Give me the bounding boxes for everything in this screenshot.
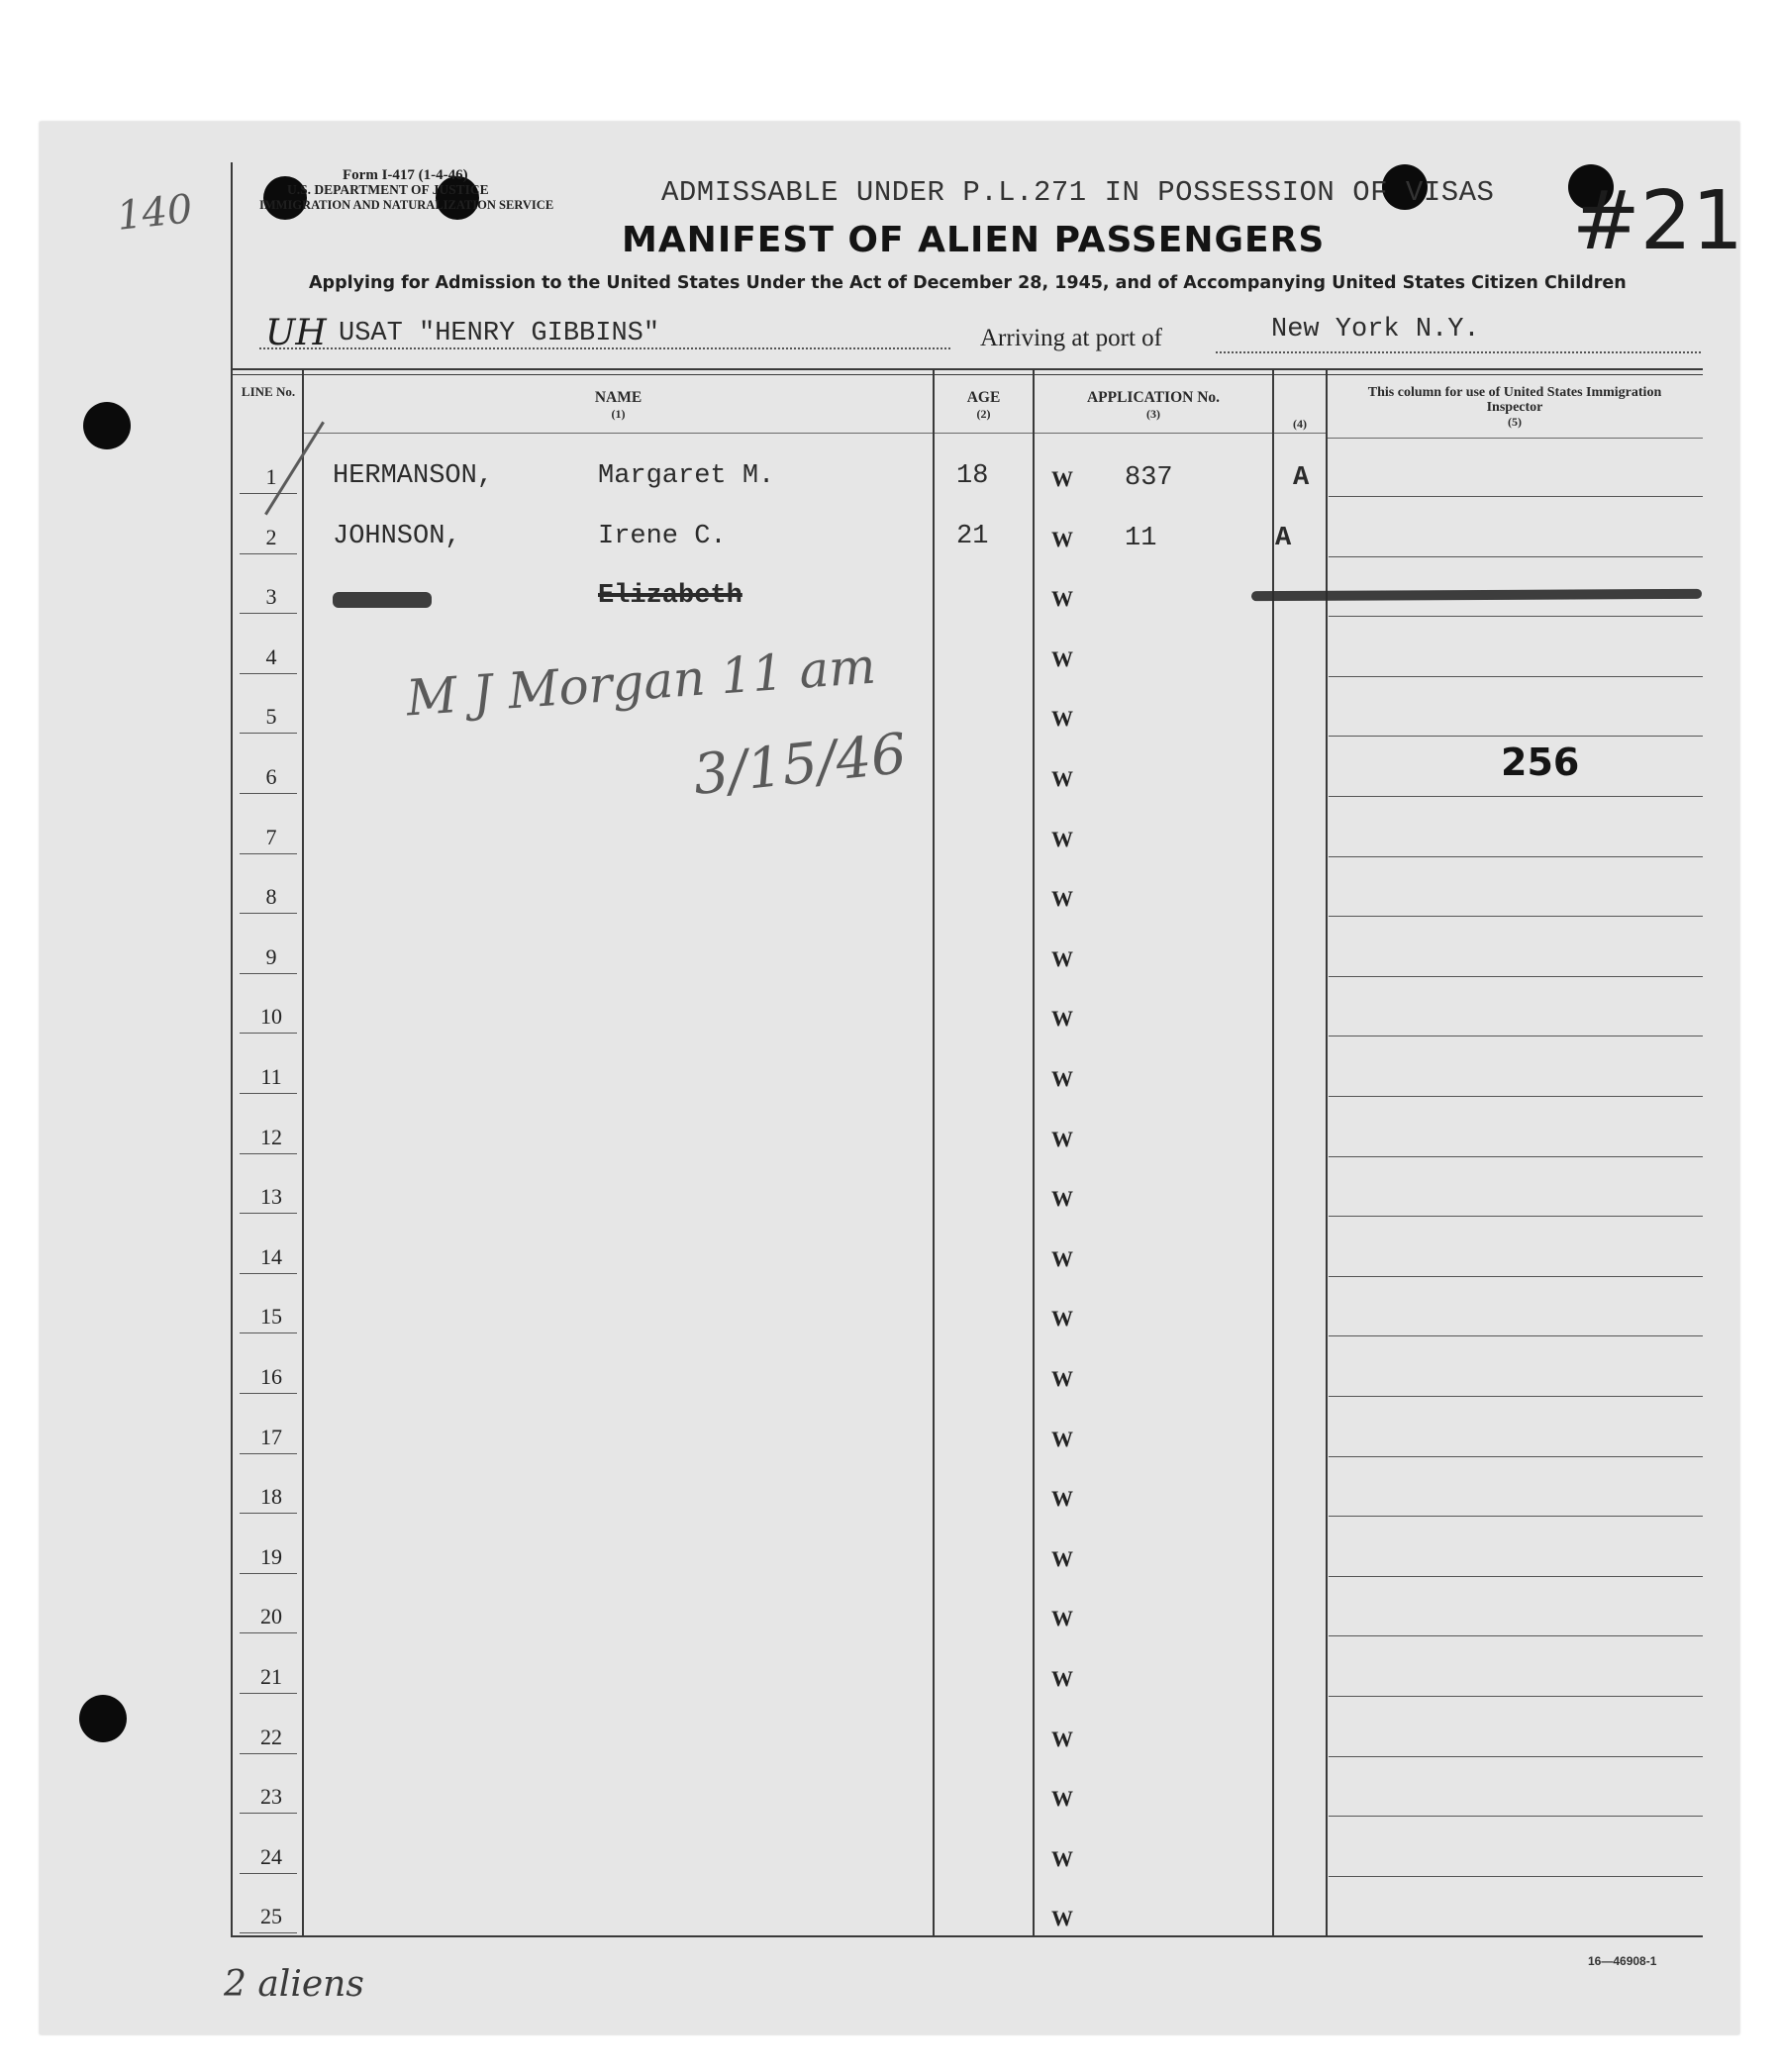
row-application-prefix: W: [1051, 1906, 1073, 1931]
row-application-prefix: W: [1051, 526, 1073, 551]
row-line-rule: [240, 1393, 297, 1394]
row-age: 18: [956, 461, 989, 491]
table-top-line-2: [231, 374, 1703, 375]
row-application-prefix: W: [1051, 945, 1073, 971]
col-header-col4: [1274, 416, 1326, 432]
row-line-number: 5: [265, 704, 277, 730]
col-header-name-label: NAME: [594, 389, 643, 406]
row-line-rule: [240, 1093, 297, 1094]
left-margin-line: [231, 162, 233, 1937]
row-application-prefix: W: [1051, 1306, 1073, 1332]
row-line-number: 3: [265, 584, 277, 610]
row-line-number: 9: [265, 943, 277, 969]
row-line-number: 8: [265, 884, 277, 910]
table-bottom-line: [231, 1935, 1703, 1937]
page-title: MANIFEST OF ALIEN PASSENGERS: [622, 220, 1326, 260]
row-inspector-rule: [1329, 1216, 1703, 1217]
service-line: IMMIGRATION AND NATURALIZATION SERVICE: [259, 198, 554, 212]
row-inspector-rule: [1329, 1335, 1703, 1336]
row-inspector-rule: [1329, 976, 1703, 977]
row-inspector-rule: [1329, 616, 1703, 617]
row-line-rule: [240, 1273, 297, 1274]
row-inspector-rule: [1329, 1816, 1703, 1817]
bottom-left-note: 2 aliens: [224, 1964, 364, 2005]
port-value: New York N.Y.: [1271, 315, 1480, 345]
col-header-col4-num: (4): [1293, 417, 1307, 431]
row-line-number: 10: [260, 1004, 282, 1030]
col-line-after-age: [1033, 368, 1035, 1935]
row-inspector-rule: [1329, 736, 1703, 737]
port-underline: [1216, 351, 1701, 353]
row-inspector-rule: [1329, 1276, 1703, 1277]
row-given-name: Elizabeth: [598, 581, 742, 612]
col-header-inspector-num: (5): [1508, 415, 1522, 429]
col-header-line-label: LINE No.: [241, 384, 296, 399]
row-inspector-rule: [1329, 1696, 1703, 1697]
row-line-number: 25: [260, 1904, 282, 1929]
row-line-rule: [240, 493, 297, 494]
row-line-rule: [240, 1573, 297, 1574]
punch-hole-left-bottom: [79, 1695, 127, 1742]
page-subtitle: Applying for Admission to the United States Under the Act of December 28, 1945, and of Accompanying United States Citizen Children: [309, 273, 1627, 293]
row-inspector-rule: [1329, 1576, 1703, 1577]
row-surname: HERMANSON,: [333, 461, 494, 491]
row-line-rule: [240, 793, 297, 794]
form-number: Form I-417 (1-4-46): [343, 167, 468, 183]
row-line-rule: [240, 1153, 297, 1154]
row-line-rule: [240, 1873, 297, 1874]
row-application-prefix: W: [1051, 1186, 1073, 1212]
admissibility-stamp: ADMISSABLE UNDER P.L.271 IN POSSESSION OF VISAS: [661, 176, 1495, 209]
row-application-prefix: W: [1051, 706, 1073, 732]
row-line-rule: [240, 1632, 297, 1633]
row-inspector-rule: [1329, 1096, 1703, 1097]
row-surname: JOHNSON,: [333, 521, 461, 551]
row-inspector-rule: [1329, 496, 1703, 497]
row-application-prefix: W: [1051, 886, 1073, 912]
row-line-number: 16: [260, 1364, 282, 1389]
row-application-prefix: W: [1051, 1245, 1073, 1271]
col-header-line: [236, 384, 301, 400]
form-footer-code: 16—46908-1: [1588, 1954, 1657, 1968]
row-line-rule: [240, 1332, 297, 1333]
row-application-prefix: W: [1051, 466, 1073, 491]
row-application-prefix: W: [1051, 1366, 1073, 1391]
row-line-number: 13: [260, 1184, 282, 1210]
row-inspector-rule: [1329, 1456, 1703, 1457]
signature-date: 3/15/46: [690, 721, 910, 809]
row-line-rule: [240, 1932, 297, 1933]
row-application-prefix: W: [1051, 766, 1073, 791]
row-line-rule: [240, 733, 297, 734]
row-given-name: Irene C.: [598, 521, 727, 551]
col-header-age: [935, 390, 1033, 422]
row-line-rule: [240, 1513, 297, 1514]
row-inspector-rule: [1329, 1635, 1703, 1636]
row-line-number: 17: [260, 1424, 282, 1449]
col-header-application-label: APPLICATION No.: [1086, 389, 1221, 406]
row-inspector-rule: [1329, 1516, 1703, 1517]
row-application-number: 837: [1125, 463, 1173, 493]
vessel-name: USAT "HENRY GIBBINS": [339, 319, 660, 348]
row-line-rule: [240, 673, 297, 674]
row3-surname-strike: [333, 592, 432, 608]
row-line-number: 22: [260, 1724, 282, 1749]
row-age: 21: [956, 521, 989, 551]
row-line-number: 19: [260, 1543, 282, 1569]
header-rule-inspector: [1328, 438, 1703, 439]
top-right-note: #21: [1572, 174, 1744, 268]
inspector-signature: M J Morgan 11 am: [404, 637, 878, 728]
row-application-number: 11: [1125, 523, 1157, 553]
row-line-number: 1: [265, 464, 277, 489]
table-top-line-1: [231, 368, 1703, 370]
header-rule-col4: [1274, 433, 1326, 434]
col-header-inspector-label: This column for use of United States Immigration Inspector: [1367, 385, 1662, 415]
top-left-note: 140: [114, 186, 195, 240]
col-line-after-lineno: [302, 368, 304, 1935]
row-application-prefix: W: [1051, 1426, 1073, 1451]
inspector-number: 256: [1501, 740, 1580, 784]
col-header-application: [1035, 390, 1272, 422]
row-line-number: 4: [265, 643, 277, 669]
row-application-prefix: W: [1051, 1486, 1073, 1512]
row-line-number: 15: [260, 1304, 282, 1330]
row-application-prefix: W: [1051, 826, 1073, 851]
row-application-prefix: W: [1051, 1666, 1073, 1691]
row-application-prefix: W: [1051, 586, 1073, 612]
row-line-rule: [240, 553, 297, 554]
row-application-prefix: W: [1051, 1845, 1073, 1871]
row-line-number: 14: [260, 1243, 282, 1269]
row-status-code: A: [1293, 463, 1310, 493]
vessel-prefix-handwritten: UH: [265, 313, 327, 353]
row-line-number: 20: [260, 1604, 282, 1629]
col-header-inspector: [1332, 385, 1698, 430]
col-header-age-label: AGE: [966, 389, 1001, 406]
row-inspector-rule: [1329, 1756, 1703, 1757]
row-line-number: 6: [265, 764, 277, 789]
row-line-number: 23: [260, 1784, 282, 1810]
row-inspector-rule: [1329, 1156, 1703, 1157]
row-line-rule: [240, 853, 297, 854]
row-inspector-rule: [1329, 1396, 1703, 1397]
col-header-application-num: (3): [1146, 407, 1160, 421]
row-line-rule: [240, 913, 297, 914]
header-rule-app: [1035, 433, 1272, 434]
row-line-number: 2: [265, 524, 277, 549]
row-line-rule: [240, 1213, 297, 1214]
col-header-name-num: (1): [611, 407, 626, 421]
row-given-name: Margaret M.: [598, 461, 775, 491]
col-header-name: [304, 390, 933, 422]
punch-hole-left-top: [83, 402, 131, 449]
col-header-age-num: (2): [976, 407, 991, 421]
row-application-prefix: W: [1051, 1006, 1073, 1032]
row-inspector-rule: [1329, 796, 1703, 797]
row-line-rule: [240, 613, 297, 614]
row-application-prefix: W: [1051, 1066, 1073, 1091]
col-line-after-app: [1272, 368, 1274, 1935]
row-inspector-rule: [1329, 856, 1703, 857]
row-application-prefix: W: [1051, 1726, 1073, 1751]
row-application-prefix: W: [1051, 1786, 1073, 1812]
row-line-number: 11: [260, 1064, 282, 1089]
row-application-prefix: W: [1051, 645, 1073, 671]
row-line-number: 12: [260, 1124, 282, 1149]
port-label: Arriving at port of: [980, 325, 1162, 351]
col-line-after-name: [933, 368, 935, 1935]
row-application-prefix: W: [1051, 1545, 1073, 1571]
row-line-number: 18: [260, 1484, 282, 1510]
row-inspector-rule: [1329, 676, 1703, 677]
vessel-underline: [259, 347, 950, 349]
row-inspector-rule: [1329, 916, 1703, 917]
col-line-after-col4: [1326, 368, 1328, 1935]
row-application-prefix: W: [1051, 1606, 1073, 1631]
row-inspector-rule: [1329, 1876, 1703, 1877]
row-line-number: 24: [260, 1843, 282, 1869]
row-line-number: 21: [260, 1664, 282, 1689]
row-status-code: A: [1275, 523, 1292, 553]
row-line-rule: [240, 1033, 297, 1034]
row-line-rule: [240, 1813, 297, 1814]
row-inspector-rule: [1329, 556, 1703, 557]
row-application-prefix: W: [1051, 1126, 1073, 1151]
row-line-rule: [240, 1753, 297, 1754]
header-rule-name: [304, 433, 933, 434]
row-line-rule: [240, 1693, 297, 1694]
row-line-number: 7: [265, 824, 277, 849]
header-rule-age: [935, 433, 1033, 434]
row-line-rule: [240, 973, 297, 974]
row-line-rule: [240, 1453, 297, 1454]
department-line: U.S. DEPARTMENT OF JUSTICE: [287, 182, 489, 197]
